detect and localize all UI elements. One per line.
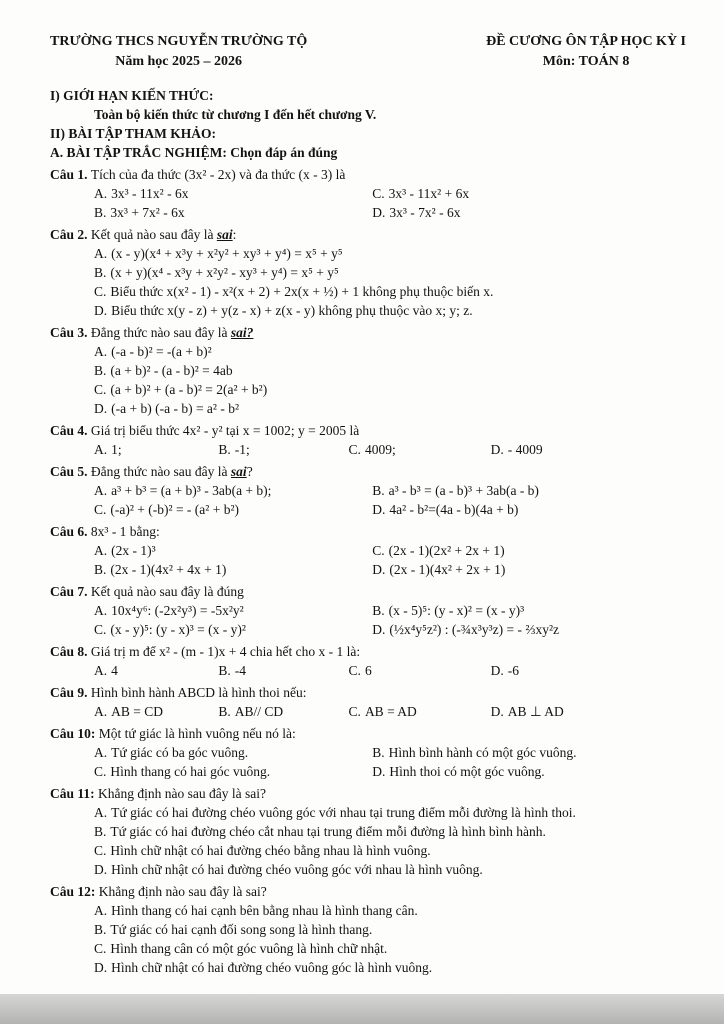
option-row bbox=[50, 958, 686, 977]
option-row bbox=[50, 601, 686, 620]
option-11-C: C. Hình chữ nhật có hai đường chéo bằng nhau là hình vuông. bbox=[94, 843, 431, 858]
option-10-D: D. Hình thoi có một góc vuông. bbox=[372, 764, 545, 779]
option-7-C: C. (x - y)⁵: (y - x)³ = (x - y)² bbox=[94, 622, 246, 637]
option-letter: D. bbox=[490, 704, 504, 719]
option-8-D: D. -6 bbox=[490, 663, 519, 678]
question-label: Câu 8. bbox=[50, 644, 91, 659]
option-letter: A. bbox=[94, 442, 108, 457]
option-4-C: C. 4009; bbox=[348, 442, 396, 457]
option-letter: C. bbox=[94, 941, 107, 956]
option-letter: C. bbox=[94, 284, 107, 299]
option-letter: B. bbox=[218, 704, 231, 719]
option-12-B: B. Tứ giác có hai cạnh đối song song là hình thang. bbox=[94, 922, 373, 937]
question-label: Câu 5. bbox=[50, 464, 91, 479]
question-list bbox=[50, 165, 686, 977]
option-letter: D. bbox=[94, 401, 108, 416]
option-12-A: A. Hình thang có hai cạnh bên bằng nhau là hình thang cân. bbox=[94, 903, 418, 918]
multiple-choice-heading bbox=[50, 143, 686, 162]
question-label: Câu 10: bbox=[50, 726, 99, 741]
emphasized-word: sai bbox=[216, 227, 233, 242]
option-letter: D. bbox=[372, 562, 386, 577]
option-3-C: C. (a + b)² + (a - b)² = 2(a² + b²) bbox=[94, 382, 268, 397]
option-letter: A. bbox=[94, 704, 108, 719]
question-text: Câu 12: Khẳng định nào sau đây là sai? bbox=[50, 884, 267, 899]
option-9-A: A. AB = CD bbox=[94, 704, 163, 719]
question-7 bbox=[50, 582, 686, 639]
option-11-D: D. Hình chữ nhật có hai đường chéo vuông góc với nhau là hình vuông. bbox=[94, 862, 483, 877]
option-7-A: A. 10x⁴y⁶: (-2x²y³) = -5x²y² bbox=[94, 603, 244, 618]
option-letter: A. bbox=[94, 663, 108, 678]
option-row bbox=[50, 841, 686, 860]
option-row bbox=[50, 822, 686, 841]
option-row bbox=[50, 301, 686, 320]
option-2-A: A. (x - y)(x⁴ + x³y + x²y² + xy³ + y⁴) = x⁵ + y⁵ bbox=[94, 246, 343, 261]
question-text: Câu 2. Kết quả nào sau đây là sai: bbox=[50, 227, 237, 242]
option-letter: C. bbox=[348, 663, 361, 678]
option-4-D: D. - 4009 bbox=[490, 442, 543, 457]
page-edge bbox=[0, 994, 724, 1024]
option-row bbox=[50, 203, 686, 222]
option-9-C: C. AB = AD bbox=[348, 704, 417, 719]
option-row bbox=[50, 361, 686, 380]
document-header bbox=[50, 32, 686, 72]
option-2-D: D. Biểu thức x(y - z) + y(z - x) + z(x - y) không phụ thuộc vào x; y; z. bbox=[94, 303, 473, 318]
knowledge-limit-body: Toàn bộ kiến thức từ chương I đến hết chương V. bbox=[94, 107, 377, 122]
subject-name: Môn: TOÁN 8 bbox=[542, 54, 630, 69]
option-8-B: B. -4 bbox=[218, 663, 246, 678]
option-letter: C. bbox=[94, 843, 107, 858]
option-row bbox=[50, 263, 686, 282]
option-5-D: D. 4a² - b²=(4a - b)(4a + b) bbox=[372, 502, 519, 517]
option-row bbox=[50, 244, 686, 263]
school-year: Năm học 2025 – 2026 bbox=[115, 54, 242, 69]
option-letter: C. bbox=[348, 704, 361, 719]
option-12-D: D. Hình chữ nhật có hai đường chéo vuông góc là hình vuông. bbox=[94, 960, 433, 975]
option-letter: D. bbox=[372, 622, 386, 637]
option-letter: D. bbox=[94, 303, 108, 318]
option-5-C: C. (-a)² + (-b)² = - (a² + b²) bbox=[94, 502, 239, 517]
option-row bbox=[50, 481, 686, 500]
option-10-A: A. Tứ giác có ba góc vuông. bbox=[94, 745, 249, 760]
question-label: Câu 12: bbox=[50, 884, 99, 899]
option-10-C: C. Hình thang có hai góc vuông. bbox=[94, 764, 271, 779]
question-11 bbox=[50, 784, 686, 879]
option-8-C: C. 6 bbox=[348, 663, 372, 678]
question-12 bbox=[50, 882, 686, 977]
question-label: Câu 7. bbox=[50, 584, 91, 599]
question-label: Câu 1. bbox=[50, 167, 91, 182]
option-letter: A. bbox=[94, 805, 108, 820]
option-1-B: B. 3x³ + 7x² - 6x bbox=[94, 205, 185, 220]
option-2-C: C. Biểu thức x(x² - 1) - x²(x + 2) + 2x(x + ½) + 1 không phụ thuộc biến x. bbox=[94, 284, 494, 299]
homework-heading: II) BÀI TẬP THAM KHẢO: bbox=[50, 126, 217, 141]
option-letter: D. bbox=[490, 663, 504, 678]
option-letter: A. bbox=[94, 344, 108, 359]
option-letter: C. bbox=[94, 502, 107, 517]
option-12-C: C. Hình thang cân có một góc vuông là hình chữ nhật. bbox=[94, 941, 388, 956]
option-letter: A. bbox=[94, 603, 108, 618]
question-2 bbox=[50, 225, 686, 320]
option-letter: C. bbox=[94, 382, 107, 397]
question-6 bbox=[50, 522, 686, 579]
multiple-choice-note: Chọn đáp án đúng bbox=[230, 145, 338, 160]
question-label: Câu 2. bbox=[50, 227, 91, 242]
option-row bbox=[50, 342, 686, 361]
header-left-block bbox=[50, 32, 307, 72]
option-letter: C. bbox=[372, 543, 385, 558]
option-row bbox=[50, 803, 686, 822]
emphasized-word: sai bbox=[230, 464, 247, 479]
option-8-A: A. 4 bbox=[94, 663, 118, 678]
intro-section bbox=[50, 86, 686, 162]
question-3 bbox=[50, 323, 686, 418]
option-row bbox=[50, 399, 686, 418]
option-letter: B. bbox=[218, 442, 231, 457]
option-letter: D. bbox=[372, 205, 386, 220]
question-10 bbox=[50, 724, 686, 781]
option-row bbox=[50, 702, 686, 721]
option-row bbox=[50, 860, 686, 879]
option-letter: C. bbox=[94, 622, 107, 637]
option-row bbox=[50, 901, 686, 920]
option-3-A: A. (-a - b)² = -(a + b)² bbox=[94, 344, 212, 359]
question-text: Câu 4. Giá trị biểu thức 4x² - y² tại x = 1002; y = 2005 là bbox=[50, 423, 360, 438]
option-row bbox=[50, 380, 686, 399]
option-row bbox=[50, 184, 686, 203]
option-letter: B. bbox=[94, 824, 107, 839]
question-text: Câu 1. Tích của đa thức (3x² - 2x) và đa thức (x - 3) là bbox=[50, 167, 346, 182]
emphasized-word: sai? bbox=[230, 325, 254, 340]
question-text: Câu 3. Đẳng thức nào sau đây là sai? bbox=[50, 325, 254, 340]
option-letter: D. bbox=[490, 442, 504, 457]
option-letter: A. bbox=[94, 543, 108, 558]
option-letter: C. bbox=[94, 764, 107, 779]
option-1-C: C. 3x³ - 11x² + 6x bbox=[372, 186, 470, 201]
option-row bbox=[50, 560, 686, 579]
question-text: Câu 9. Hình bình hành ABCD là hình thoi nếu: bbox=[50, 685, 307, 700]
option-row bbox=[50, 440, 686, 459]
option-6-A: A. (2x - 1)³ bbox=[94, 543, 156, 558]
question-text: Câu 8. Giá trị m để x² - (m - 1)x + 4 chia hết cho x - 1 là: bbox=[50, 644, 361, 659]
option-7-D: D. (½x⁴y⁵z²) : (-¾x³y³z) = - ⅔xy²z bbox=[372, 622, 560, 637]
option-6-B: B. (2x - 1)(4x² + 4x + 1) bbox=[94, 562, 227, 577]
option-row bbox=[50, 743, 686, 762]
option-letter: D. bbox=[372, 502, 386, 517]
option-letter: B. bbox=[94, 363, 107, 378]
option-7-B: B. (x - 5)⁵: (y - x)² = (x - y)³ bbox=[372, 603, 525, 618]
option-3-B: B. (a + b)² - (a - b)² = 4ab bbox=[94, 363, 233, 378]
question-label: Câu 9. bbox=[50, 685, 91, 700]
option-row bbox=[50, 661, 686, 680]
option-letter: B. bbox=[94, 562, 107, 577]
option-row bbox=[50, 620, 686, 639]
option-letter: B. bbox=[372, 483, 385, 498]
option-letter: B. bbox=[94, 922, 107, 937]
question-text: Câu 10: Một tứ giác là hình vuông nếu nó là: bbox=[50, 726, 296, 741]
option-9-D: D. AB ⊥ AD bbox=[490, 704, 564, 719]
question-text: Câu 6. 8x³ - 1 bằng: bbox=[50, 524, 160, 539]
option-letter: B. bbox=[94, 265, 107, 280]
question-5 bbox=[50, 462, 686, 519]
option-1-D: D. 3x³ - 7x² - 6x bbox=[372, 205, 461, 220]
option-row bbox=[50, 920, 686, 939]
document-title: ĐỀ CƯƠNG ÔN TẬP HỌC KỲ I bbox=[486, 34, 686, 49]
option-4-B: B. -1; bbox=[218, 442, 250, 457]
question-9 bbox=[50, 683, 686, 721]
option-5-A: A. a³ + b³ = (a + b)³ - 3ab(a + b); bbox=[94, 483, 272, 498]
option-row bbox=[50, 282, 686, 301]
option-10-B: B. Hình bình hành có một góc vuông. bbox=[372, 745, 577, 760]
option-row bbox=[50, 500, 686, 519]
option-6-C: C. (2x - 1)(2x² + 2x + 1) bbox=[372, 543, 505, 558]
knowledge-limit-heading: I) GIỚI HẠN KIẾN THỨC: bbox=[50, 88, 214, 103]
option-letter: A. bbox=[94, 745, 108, 760]
question-label: Câu 11: bbox=[50, 786, 99, 801]
option-11-B: B. Tứ giác có hai đường chéo cắt nhau tại trung điểm mỗi đường là hình bình hành. bbox=[94, 824, 546, 839]
multiple-choice-title: A. BÀI TẬP TRẮC NGHIỆM: bbox=[50, 145, 227, 160]
option-9-B: B. AB// CD bbox=[218, 704, 284, 719]
option-letter: C. bbox=[348, 442, 361, 457]
option-letter: A. bbox=[94, 903, 108, 918]
option-1-A: A. 3x³ - 11x² - 6x bbox=[94, 186, 189, 201]
option-letter: C. bbox=[372, 186, 385, 201]
option-letter: B. bbox=[218, 663, 231, 678]
question-label: Câu 4. bbox=[50, 423, 91, 438]
option-letter: D. bbox=[94, 960, 108, 975]
question-text: Câu 7. Kết quả nào sau đây là đúng bbox=[50, 584, 244, 599]
question-4 bbox=[50, 421, 686, 459]
option-letter: B. bbox=[372, 603, 385, 618]
option-letter: A. bbox=[94, 246, 108, 261]
option-letter: B. bbox=[372, 745, 385, 760]
question-text: Câu 11: Khẳng định nào sau đây là sai? bbox=[50, 786, 266, 801]
question-label: Câu 3. bbox=[50, 325, 91, 340]
question-1 bbox=[50, 165, 686, 222]
option-row bbox=[50, 762, 686, 781]
option-letter: A. bbox=[94, 186, 108, 201]
option-11-A: A. Tứ giác có hai đường chéo vuông góc với nhau tại trung điểm mỗi đường là hình thoi. bbox=[94, 805, 576, 820]
option-row bbox=[50, 939, 686, 958]
question-text: Câu 5. Đẳng thức nào sau đây là sai? bbox=[50, 464, 253, 479]
question-8 bbox=[50, 642, 686, 680]
option-6-D: D. (2x - 1)(4x² + 2x + 1) bbox=[372, 562, 506, 577]
school-name: TRƯỜNG THCS NGUYỄN TRƯỜNG TỘ bbox=[50, 34, 308, 49]
option-letter: B. bbox=[94, 205, 107, 220]
option-row bbox=[50, 541, 686, 560]
option-letter: A. bbox=[94, 483, 108, 498]
option-3-D: D. (-a + b) (-a - b) = a² - b² bbox=[94, 401, 240, 416]
question-label: Câu 6. bbox=[50, 524, 91, 539]
option-4-A: A. 1; bbox=[94, 442, 122, 457]
header-right-block bbox=[486, 32, 686, 72]
option-letter: D. bbox=[372, 764, 386, 779]
option-letter: D. bbox=[94, 862, 108, 877]
option-5-B: B. a³ - b³ = (a - b)³ + 3ab(a - b) bbox=[372, 483, 539, 498]
option-2-B: B. (x + y)(x⁴ - x³y + x²y² - xy³ + y⁴) = x⁵ + y⁵ bbox=[94, 265, 339, 280]
